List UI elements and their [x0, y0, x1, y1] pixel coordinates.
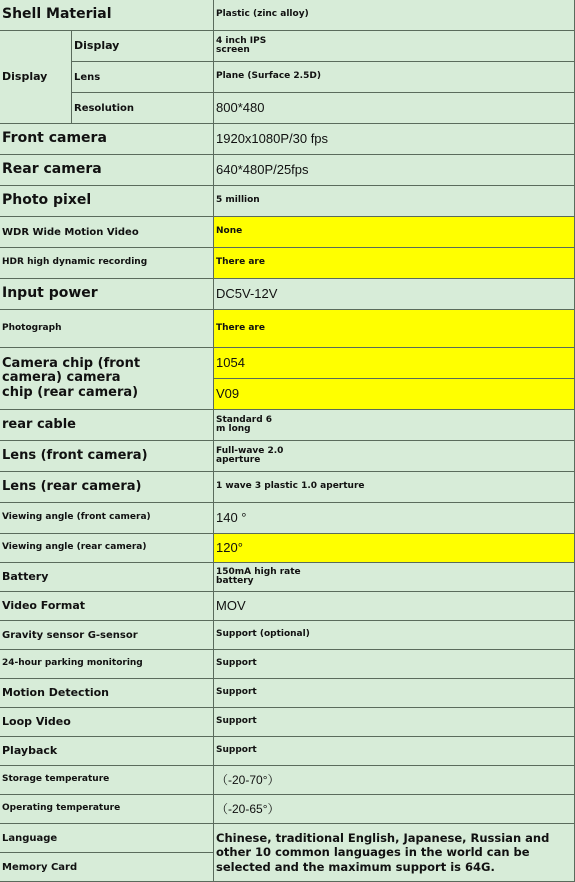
label-parking: 24-hour parking monitoring — [0, 650, 214, 679]
label-battery: Battery — [0, 563, 214, 592]
label-gsensor: Gravity sensor G-sensor — [0, 621, 214, 650]
label-view-rear: Viewing angle (rear camera) — [0, 534, 214, 563]
value-resolution: 800*480 — [214, 93, 575, 124]
label-wdr: WDR Wide Motion Video — [0, 217, 214, 248]
label-lens-front: Lens (front camera) — [0, 441, 214, 472]
value-motion: Support — [214, 679, 575, 708]
value-language-memory: Chinese, traditional English, Japanese, Russian and other 10 common languages in the world can be selected and the maximum support is 64G. — [214, 824, 575, 882]
value-operating-temp: （-20-65°） — [214, 795, 575, 824]
value-rear-cable: Standard 6 m long — [214, 410, 575, 441]
label-lens: Lens — [72, 62, 214, 93]
label-input-power: Input power — [0, 279, 214, 310]
label-rear-camera: Rear camera — [0, 155, 214, 186]
value-gsensor: Support (optional) — [214, 621, 575, 650]
label-front-camera: Front camera — [0, 124, 214, 155]
label-playback: Playback — [0, 737, 214, 766]
value-parking: Support — [214, 650, 575, 679]
value-display: 4 inch IPS screen — [214, 31, 575, 62]
value-shell-material: Plastic (zinc alloy) — [214, 0, 575, 31]
value-wdr: None — [214, 217, 575, 248]
label-rear-cable: rear cable — [0, 410, 214, 441]
value-view-front: 140 ° — [214, 503, 575, 534]
value-photograph: There are — [214, 310, 575, 348]
label-loop: Loop Video — [0, 708, 214, 737]
value-storage-temp: （-20-70°） — [214, 766, 575, 795]
label-hdr: HDR high dynamic recording — [0, 248, 214, 279]
label-display: Display — [72, 31, 214, 62]
value-rear-camera: 640*480P/25fps — [214, 155, 575, 186]
label-storage-temp: Storage temperature — [0, 766, 214, 795]
value-hdr: There are — [214, 248, 575, 279]
value-playback: Support — [214, 737, 575, 766]
value-loop: Support — [214, 708, 575, 737]
value-photo-pixel: 5 million — [214, 186, 575, 217]
value-camera-chip-rear: V09 — [214, 379, 575, 410]
value-battery: 150mA high rate battery — [214, 563, 575, 592]
value-view-rear: 120° — [214, 534, 575, 563]
value-lens-rear: 1 wave 3 plastic 1.0 aperture — [214, 472, 575, 503]
value-front-camera: 1920x1080P/30 fps — [214, 124, 575, 155]
value-input-power: DC5V-12V — [214, 279, 575, 310]
value-camera-chip-front: 1054 — [214, 348, 575, 379]
label-video-format: Video Format — [0, 592, 214, 621]
label-photo-pixel: Photo pixel — [0, 186, 214, 217]
label-language: Language — [0, 824, 214, 853]
label-shell-material: Shell Material — [0, 0, 214, 31]
label-resolution: Resolution — [72, 93, 214, 124]
value-lens: Plane (Surface 2.5D) — [214, 62, 575, 93]
label-lens-rear: Lens (rear camera) — [0, 472, 214, 503]
label-camera-chip: Camera chip (front camera) camera chip (rear camera) — [0, 348, 214, 410]
label-motion: Motion Detection — [0, 679, 214, 708]
label-display-group: Display — [0, 31, 72, 124]
label-view-front: Viewing angle (front camera) — [0, 503, 214, 534]
label-photograph: Photograph — [0, 310, 214, 348]
value-video-format: MOV — [214, 592, 575, 621]
label-operating-temp: Operating temperature — [0, 795, 214, 824]
label-memory-card: Memory Card — [0, 853, 214, 882]
value-lens-front: Full-wave 2.0 aperture — [214, 441, 575, 472]
